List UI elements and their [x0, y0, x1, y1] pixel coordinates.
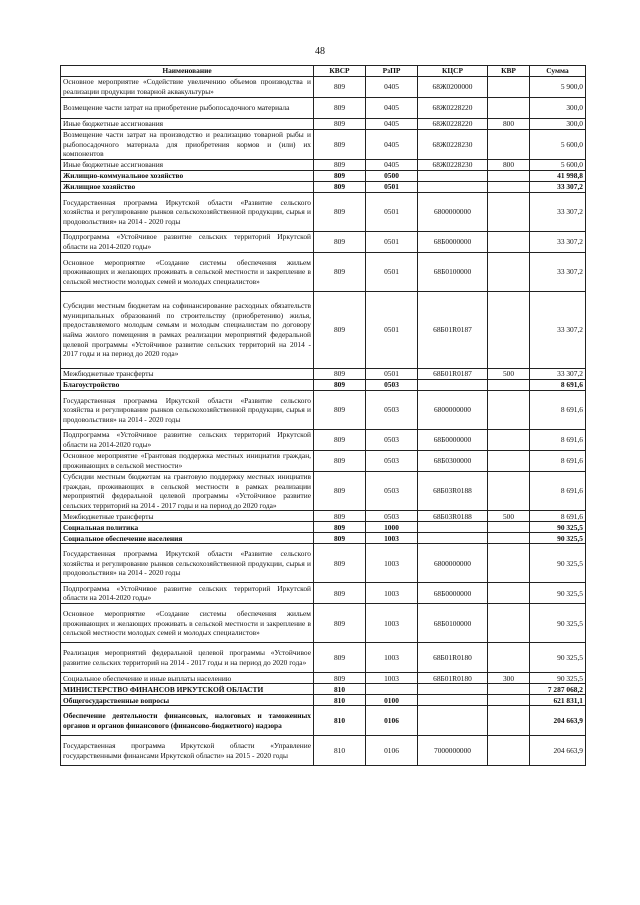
row-kcsr: 68Б0000000	[418, 583, 488, 604]
table-row	[61, 77, 586, 98]
row-name: Обеспечение деятельности финансовых, налоговых и таможенных органов и органов финансового (финансово-бюджетного) надзора	[61, 706, 314, 736]
row-kvsr: 809	[314, 451, 366, 472]
row-sum: 5 600,0	[530, 160, 586, 171]
row-sum: 33 307,2	[530, 253, 586, 292]
row-rzpr: 0106	[366, 736, 418, 766]
row-name: Общегосударственные вопросы	[61, 695, 314, 706]
row-kvsr: 809	[314, 369, 366, 380]
row-name: Возмещение части затрат на приобретение рыбопосадочного материала	[61, 98, 314, 119]
table-row	[61, 451, 586, 472]
row-kvsr: 809	[314, 380, 366, 391]
row-kvsr: 809	[314, 171, 366, 182]
row-kvr	[488, 430, 530, 451]
row-kcsr: 68Б0000000	[418, 232, 488, 253]
row-kvsr: 809	[314, 522, 366, 533]
row-rzpr: 1003	[366, 544, 418, 583]
row-sum: 8 691,6	[530, 511, 586, 522]
row-kcsr: 6800000000	[418, 193, 488, 232]
table-row	[61, 119, 586, 130]
row-sum: 8 691,6	[530, 380, 586, 391]
row-name: Подпрограмма «Устойчивое развитие сельских территорий Иркутской области на 2014-2020 годы»	[61, 430, 314, 451]
row-rzpr: 0501	[366, 182, 418, 193]
table-row	[61, 160, 586, 171]
header-name: Наименование	[61, 66, 314, 77]
row-name: Государственная программа Иркутской области «Управление государственными финансами Иркутской области» на 2015 - 2020 годы	[61, 736, 314, 766]
row-kcsr: 68Ж0200000	[418, 77, 488, 98]
row-sum: 90 325,5	[530, 544, 586, 583]
row-kcsr: 68Б03R0188	[418, 511, 488, 522]
row-kvsr: 809	[314, 253, 366, 292]
table-row	[61, 98, 586, 119]
row-kcsr: 68Б01R0187	[418, 292, 488, 369]
row-rzpr: 0405	[366, 130, 418, 160]
row-rzpr: 1003	[366, 604, 418, 643]
row-kvr	[488, 391, 530, 430]
row-name: МИНИСТЕРСТВО ФИНАНСОВ ИРКУТСКОЙ ОБЛАСТИ	[61, 684, 314, 695]
row-rzpr: 1003	[366, 583, 418, 604]
row-kvsr: 809	[314, 232, 366, 253]
row-name: Субсидии местным бюджетам на софинансирование расходных обязательств муниципальных образований по строительству (приобретению) жилья, предоставляемого молодым семьям и молодым специалистам по договору найма жилого помещения в рамках реализации мероприятий федеральной целевой программы «Устойчивое развитие сельских территорий на 2014 - 2017 годы и на период до 2020 года»	[61, 292, 314, 369]
row-sum: 8 691,6	[530, 451, 586, 472]
row-kvsr: 809	[314, 292, 366, 369]
row-name: Межбюджетные трансферты	[61, 369, 314, 380]
row-kcsr: 68Б01R0180	[418, 643, 488, 673]
row-sum: 90 325,5	[530, 583, 586, 604]
row-kvr	[488, 77, 530, 98]
row-rzpr: 0501	[366, 193, 418, 232]
table-row	[61, 472, 586, 511]
header-rzpr: РзПР	[366, 66, 418, 77]
budget-table	[60, 65, 586, 766]
table-row	[61, 430, 586, 451]
row-kvsr: 810	[314, 695, 366, 706]
row-rzpr	[366, 684, 418, 695]
row-sum: 90 325,5	[530, 533, 586, 544]
row-rzpr: 0501	[366, 369, 418, 380]
row-name: Возмещение части затрат на производство и реализацию товарной рыбы и рыбопосадочного материала для приобретения кормов и (или) их компонентов	[61, 130, 314, 160]
row-name: Государственная программа Иркутской области «Развитие сельского хозяйства и регулирование рынков сельскохозяйственной продукции, сырья и продовольствия» на 2014 - 2020 годы	[61, 391, 314, 430]
row-rzpr: 0503	[366, 380, 418, 391]
table-row	[61, 684, 586, 695]
row-sum: 5 600,0	[530, 130, 586, 160]
row-kvr	[488, 544, 530, 583]
page-number: 48	[315, 46, 325, 57]
header-kvr: КВР	[488, 66, 530, 77]
row-kvr	[488, 232, 530, 253]
row-kvr	[488, 98, 530, 119]
row-name: Социальная политика	[61, 522, 314, 533]
row-name: Основное мероприятие «Создание системы обеспечения жильем проживающих и желающих проживать в сельской местности и закрепление в сельской местности молодых семей и молодых специалистов»	[61, 604, 314, 643]
row-kvr	[488, 604, 530, 643]
row-rzpr: 1000	[366, 522, 418, 533]
row-kvr: 800	[488, 160, 530, 171]
row-kvsr: 809	[314, 472, 366, 511]
row-kcsr	[418, 706, 488, 736]
row-name: Жилищное хозяйство	[61, 182, 314, 193]
row-kvr	[488, 533, 530, 544]
row-kvr: 300	[488, 673, 530, 684]
row-kcsr	[418, 684, 488, 695]
row-name: Благоустройство	[61, 380, 314, 391]
row-kcsr: 6800000000	[418, 544, 488, 583]
row-rzpr: 0405	[366, 98, 418, 119]
table-row	[61, 522, 586, 533]
row-kvsr: 809	[314, 511, 366, 522]
row-kvr	[488, 380, 530, 391]
row-name: Основное мероприятие «Грантовая поддержка местных инициатив граждан, проживающих в сельской местности»	[61, 451, 314, 472]
table-row	[61, 292, 586, 369]
row-sum: 7 287 068,2	[530, 684, 586, 695]
row-kcsr: 68Б01R0180	[418, 673, 488, 684]
row-name: Подпрограмма «Устойчивое развитие сельских территорий Иркутской области на 2014-2020 годы»	[61, 583, 314, 604]
table-row	[61, 511, 586, 522]
table-row	[61, 695, 586, 706]
row-rzpr: 0500	[366, 171, 418, 182]
row-kvsr: 810	[314, 684, 366, 695]
row-rzpr: 0503	[366, 391, 418, 430]
row-kvr	[488, 171, 530, 182]
row-kcsr	[418, 171, 488, 182]
row-kcsr: 68Б01R0187	[418, 369, 488, 380]
table-row	[61, 673, 586, 684]
header-kcsr: КЦСР	[418, 66, 488, 77]
row-rzpr: 0405	[366, 77, 418, 98]
table-row	[61, 193, 586, 232]
row-rzpr: 0503	[366, 472, 418, 511]
row-kcsr: 68Б0300000	[418, 451, 488, 472]
row-kvsr: 809	[314, 544, 366, 583]
row-kcsr	[418, 182, 488, 193]
row-kvr	[488, 643, 530, 673]
row-kcsr	[418, 522, 488, 533]
table-row	[61, 643, 586, 673]
row-kvsr: 809	[314, 643, 366, 673]
row-kvr	[488, 451, 530, 472]
row-kcsr: 68Б0000000	[418, 430, 488, 451]
row-kvsr: 810	[314, 706, 366, 736]
row-sum: 33 307,2	[530, 369, 586, 380]
row-sum: 204 663,9	[530, 706, 586, 736]
row-rzpr: 0100	[366, 695, 418, 706]
row-sum: 33 307,2	[530, 182, 586, 193]
row-kcsr: 7000000000	[418, 736, 488, 766]
row-kcsr: 68Ж0228230	[418, 160, 488, 171]
row-rzpr: 0503	[366, 511, 418, 522]
row-rzpr: 0503	[366, 430, 418, 451]
row-rzpr: 0501	[366, 292, 418, 369]
row-rzpr: 0501	[366, 253, 418, 292]
header-kvsr: КВСР	[314, 66, 366, 77]
row-kvr	[488, 130, 530, 160]
header-sum: Сумма	[530, 66, 586, 77]
row-kvr	[488, 253, 530, 292]
row-kcsr	[418, 380, 488, 391]
table-row	[61, 604, 586, 643]
row-kvr	[488, 472, 530, 511]
row-kvr: 500	[488, 511, 530, 522]
row-kvsr: 809	[314, 533, 366, 544]
table-row	[61, 232, 586, 253]
row-sum: 33 307,2	[530, 292, 586, 369]
row-kvr	[488, 695, 530, 706]
row-sum: 8 691,6	[530, 391, 586, 430]
row-kvsr: 809	[314, 130, 366, 160]
row-kcsr: 6800000000	[418, 391, 488, 430]
row-sum: 8 691,6	[530, 430, 586, 451]
row-kcsr	[418, 695, 488, 706]
row-kvr	[488, 522, 530, 533]
row-rzpr: 0405	[366, 160, 418, 171]
row-sum: 5 900,0	[530, 77, 586, 98]
row-name: Подпрограмма «Устойчивое развитие сельских территорий Иркутской области на 2014-2020 годы»	[61, 232, 314, 253]
row-kvr	[488, 182, 530, 193]
row-kvsr: 809	[314, 391, 366, 430]
row-name: Субсидии местным бюджетам на грантовую поддержку местных инициатив граждан, проживающих в сельской местности в рамках реализации мероприятий федеральной целевой программы «Устойчивое развитие сельских территорий на 2014 - 2017 годы и на период до 2020 года»	[61, 472, 314, 511]
row-kvsr: 809	[314, 182, 366, 193]
table-row	[61, 706, 586, 736]
row-sum: 41 998,8	[530, 171, 586, 182]
row-kvr: 500	[488, 369, 530, 380]
row-sum: 300,0	[530, 98, 586, 119]
row-kvsr: 810	[314, 736, 366, 766]
row-sum: 8 691,6	[530, 472, 586, 511]
row-kvsr: 809	[314, 77, 366, 98]
row-rzpr: 1003	[366, 673, 418, 684]
row-name: Реализация мероприятий федеральной целевой программы «Устойчивое развитие сельских территорий на 2014 - 2017 годы и на период до 2020 года»	[61, 643, 314, 673]
row-kcsr	[418, 533, 488, 544]
row-rzpr: 1003	[366, 643, 418, 673]
row-name: Жилищно-коммунальное хозяйство	[61, 171, 314, 182]
row-kcsr: 68Б03R0188	[418, 472, 488, 511]
row-kvr	[488, 583, 530, 604]
row-name: Социальное обеспечение населения	[61, 533, 314, 544]
row-kvsr: 809	[314, 98, 366, 119]
row-sum: 33 307,2	[530, 193, 586, 232]
table-header-row	[61, 66, 586, 77]
table-row	[61, 171, 586, 182]
row-sum: 204 663,9	[530, 736, 586, 766]
row-kvr	[488, 292, 530, 369]
row-kvr: 800	[488, 119, 530, 130]
row-name: Социальное обеспечение и иные выплаты населению	[61, 673, 314, 684]
row-rzpr: 0106	[366, 706, 418, 736]
row-name: Основное мероприятие «Создание системы обеспечения жильем проживающих и желающих проживать в сельской местности и закрепление в сельской местности молодых семей и молодых специалистов»	[61, 253, 314, 292]
table-row	[61, 736, 586, 766]
row-kcsr: 68Б0100000	[418, 253, 488, 292]
table-row	[61, 391, 586, 430]
row-sum: 90 325,5	[530, 673, 586, 684]
row-rzpr: 0501	[366, 232, 418, 253]
row-sum: 33 307,2	[530, 232, 586, 253]
row-kvr	[488, 193, 530, 232]
row-rzpr: 0503	[366, 451, 418, 472]
row-name: Основное мероприятие «Содействие увеличению объемов производства и реализации продукции товарной аквакультуры»	[61, 77, 314, 98]
row-kvsr: 809	[314, 604, 366, 643]
table-row	[61, 130, 586, 160]
row-kvr	[488, 684, 530, 695]
table-row	[61, 544, 586, 583]
row-sum: 300,0	[530, 119, 586, 130]
row-kcsr: 68Ж0228230	[418, 130, 488, 160]
table-row	[61, 253, 586, 292]
row-name: Иные бюджетные ассигнования	[61, 119, 314, 130]
table-row	[61, 533, 586, 544]
table-row	[61, 380, 586, 391]
row-kvsr: 809	[314, 193, 366, 232]
row-name: Государственная программа Иркутской области «Развитие сельского хозяйства и регулирование рынков сельскохозяйственной продукции, сырья и продовольствия» на 2014 - 2020 годы	[61, 193, 314, 232]
row-rzpr: 0405	[366, 119, 418, 130]
row-sum: 90 325,5	[530, 604, 586, 643]
table-row	[61, 182, 586, 193]
row-sum: 90 325,5	[530, 522, 586, 533]
row-name: Иные бюджетные ассигнования	[61, 160, 314, 171]
row-kvsr: 809	[314, 160, 366, 171]
table-row	[61, 369, 586, 380]
row-name: Межбюджетные трансферты	[61, 511, 314, 522]
row-sum: 90 325,5	[530, 643, 586, 673]
row-kvr	[488, 736, 530, 766]
row-rzpr: 1003	[366, 533, 418, 544]
row-sum: 621 831,1	[530, 695, 586, 706]
row-kvsr: 809	[314, 119, 366, 130]
row-kvr	[488, 706, 530, 736]
row-kcsr: 68Ж0228220	[418, 98, 488, 119]
row-kcsr: 68Б0100000	[418, 604, 488, 643]
row-kcsr: 68Ж0228220	[418, 119, 488, 130]
table-row	[61, 583, 586, 604]
row-kvsr: 809	[314, 673, 366, 684]
row-name: Государственная программа Иркутской области «Развитие сельского хозяйства и регулирование рынков сельскохозяйственной продукции, сырья и продовольствия» на 2014 - 2020 годы	[61, 544, 314, 583]
row-kvsr: 809	[314, 430, 366, 451]
row-kvsr: 809	[314, 583, 366, 604]
